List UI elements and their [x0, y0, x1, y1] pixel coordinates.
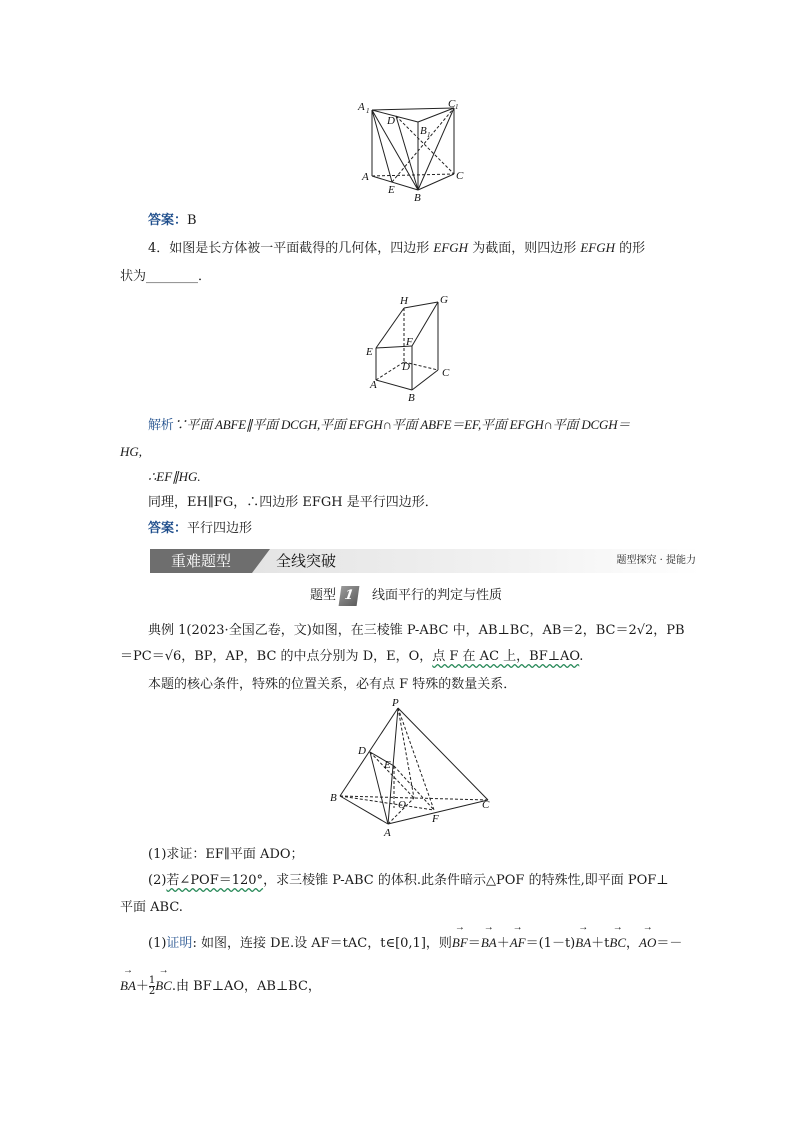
example-line1: 典例 1(2023·全国乙卷，文)如图，在三棱锥 P-ABC 中，AB⊥BC，AB＝2，BC＝2√2，PB	[148, 623, 685, 638]
section-heading: 题型 1 线面平行的判定与性质	[310, 585, 502, 607]
label-E: E	[388, 184, 395, 196]
label-C1: C	[448, 98, 456, 110]
label-C: C	[442, 367, 450, 379]
banner-left-title: 重难题型	[150, 549, 252, 573]
banner-right-tag: 题型探究 · 提能力	[616, 555, 696, 566]
label-C: C	[482, 799, 490, 811]
example-q1: (1)求证：EF∥平面 ADO；	[148, 847, 304, 862]
label-B: B	[330, 792, 337, 804]
example-q2: (2)若∠POF＝120°，求三棱锥 P-ABC 的体积.此条件暗示△POF 的特殊性,即平面 POF⊥	[148, 873, 669, 888]
example-note: 本题的核心条件，特殊的位置关系，必有点 F 特殊的数量关系．	[148, 677, 517, 692]
label-P: P	[392, 697, 399, 709]
q4-analysis-line4: 同理，EH∥FG，∴四边形 EFGH 是平行四边形．	[148, 495, 438, 510]
proof-line1: (1)证明: 如图，连接 DE.设 AF＝tAC，t∈[0,1]，则→ BF＝→ BA＋→ AF＝(1－t)→ BA＋t→ BC，→ AO＝－	[148, 934, 708, 953]
example-q2-line2: 平面 ABC.	[120, 900, 183, 915]
prism-figure	[350, 96, 470, 206]
proof-line2: → BA＋ $\frac{1}{2}$ → BC.由 BF⊥AO，AB⊥BC，	[120, 976, 680, 997]
label-G: G	[440, 294, 448, 306]
label-C: C	[456, 170, 464, 182]
svg-text:1: 1	[427, 131, 431, 139]
q3-answer: 答案：B	[148, 213, 197, 228]
q4-question-line2: 状为________．	[120, 269, 212, 284]
label-B: B	[414, 192, 421, 204]
label-D: D	[358, 745, 366, 757]
label-H: H	[400, 295, 408, 307]
cuboid-figure	[362, 290, 462, 402]
q4-analysis-line1: 解析∵平面 ABFE∥平面 DCGH,平面 EFGH∩平面 ABFE＝EF,平面 EFGH∩平面 DCGH＝	[148, 417, 631, 433]
label-B: B	[408, 392, 415, 402]
label-B1: B	[420, 125, 427, 137]
svg-text:1: 1	[366, 107, 370, 115]
label-A1: A	[358, 101, 365, 113]
label-E: E	[366, 346, 373, 358]
example-line2: ＝PC＝√6，BP，AP，BC 的中点分别为 D，E，O，点 F 在 AC 上，BF⊥AO.	[120, 649, 584, 664]
label-A: A	[384, 827, 391, 838]
label-O: O	[398, 799, 406, 811]
label-E: E	[384, 759, 391, 771]
q4-analysis-line3: ∴EF∥HG.	[148, 469, 201, 484]
label-D: D	[402, 361, 410, 373]
label-F: F	[406, 336, 413, 348]
label-F: F	[432, 813, 439, 825]
q4-answer: 答案：平行四边形	[148, 521, 253, 536]
q4-analysis-line2: HG,	[120, 444, 143, 459]
banner-mid-title: 全线突破	[276, 552, 337, 570]
section-banner	[150, 549, 700, 573]
label-A: A	[362, 171, 369, 183]
section-number-badge: 1	[339, 586, 360, 606]
label-D: D	[387, 115, 395, 127]
label-A: A	[370, 379, 377, 391]
svg-text:1: 1	[455, 103, 459, 111]
q4-question-line1: 4．如图是长方体被一平面截得的几何体，四边形 EFGH 为截面，则四边形 EFGH 的形	[148, 240, 646, 256]
pyramid-figure	[328, 696, 496, 838]
